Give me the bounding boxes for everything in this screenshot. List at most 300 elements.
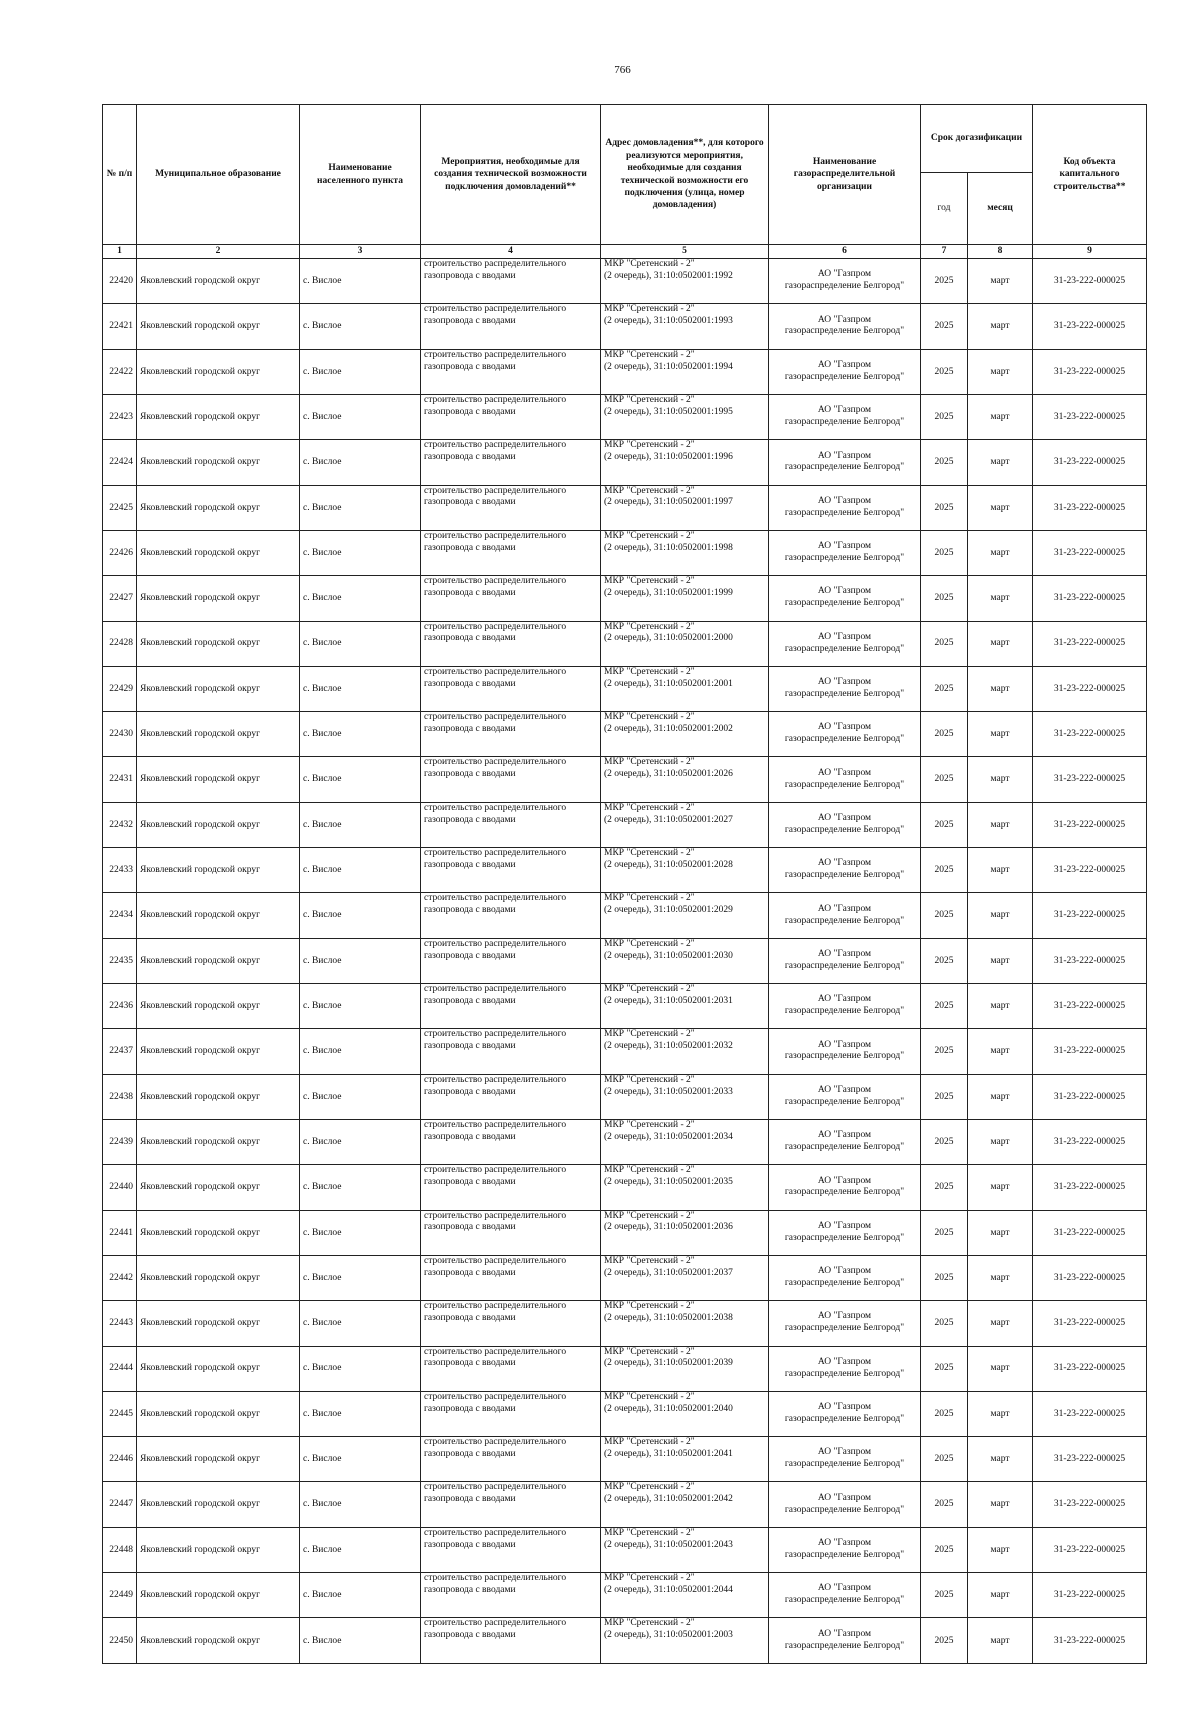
activity-line: газопровода с вводами	[424, 361, 516, 372]
org-cell	[769, 984, 921, 1029]
month-cell: март	[968, 802, 1033, 847]
table-row	[103, 485, 1147, 530]
settlement-cell: с. Вислое	[300, 1029, 421, 1074]
address-line: МКР "Сретенский - 2"	[604, 848, 695, 859]
month-cell: март	[968, 1346, 1033, 1391]
address-line: (2 очередь), 31:10:0502001:2037	[604, 1267, 733, 1278]
address-line: (2 очередь), 31:10:0502001:2000	[604, 633, 733, 644]
address-line: (2 очередь), 31:10:0502001:2003	[604, 1630, 733, 1641]
activity-line: газопровода с вводами	[424, 1222, 516, 1233]
table-row	[103, 1255, 1147, 1300]
activity-cell	[421, 394, 601, 439]
month-cell: март	[968, 1119, 1033, 1164]
month-cell: март	[968, 1482, 1033, 1527]
activity-line: газопровода с вводами	[424, 542, 516, 553]
address-line: (2 очередь), 31:10:0502001:1992	[604, 270, 733, 281]
address-cell	[601, 1437, 769, 1482]
table-row	[103, 938, 1147, 983]
org-cell	[769, 848, 921, 893]
activity-cell	[421, 1119, 601, 1164]
year-cell: 2025	[921, 1482, 968, 1527]
org-line: АО "Газпром	[817, 722, 872, 733]
row-number: 22420	[103, 259, 137, 304]
address-line: (2 очередь), 31:10:0502001:2033	[604, 1086, 733, 1097]
object-code-cell: 31-23-222-000025	[1033, 938, 1147, 983]
year-cell: 2025	[921, 1210, 968, 1255]
table-row	[103, 394, 1147, 439]
year-cell: 2025	[921, 1346, 968, 1391]
row-number: 22441	[103, 1210, 137, 1255]
org-cell	[769, 1119, 921, 1164]
org-line: газораспределение Белгород"	[784, 779, 905, 790]
address-line: МКР "Сретенский - 2"	[604, 1482, 695, 1493]
row-number: 22447	[103, 1482, 137, 1527]
municipality-cell: Яковлевский городской округ	[137, 304, 300, 349]
municipality-cell: Яковлевский городской округ	[137, 712, 300, 757]
activity-line: газопровода с вводами	[424, 1584, 516, 1595]
activity-line: газопровода с вводами	[424, 995, 516, 1006]
municipality-cell: Яковлевский городской округ	[137, 938, 300, 983]
activity-cell	[421, 1165, 601, 1210]
activity-cell	[421, 1482, 601, 1527]
org-line: АО "Газпром	[817, 1447, 872, 1458]
org-line: газораспределение Белгород"	[784, 1595, 905, 1606]
settlement-cell: с. Вислое	[300, 304, 421, 349]
org-cell	[769, 666, 921, 711]
address-line: МКР "Сретенский - 2"	[604, 1255, 695, 1266]
column-number: 7	[921, 245, 968, 259]
header-num: № п/п	[103, 105, 137, 245]
header-settlement: Наименование населенного пункта	[300, 105, 421, 245]
activity-cell	[421, 1437, 601, 1482]
table-row	[103, 349, 1147, 394]
org-line: газораспределение Белгород"	[784, 1278, 905, 1289]
settlement-cell: с. Вислое	[300, 440, 421, 485]
activity-cell	[421, 576, 601, 621]
row-number: 22433	[103, 848, 137, 893]
org-line: газораспределение Белгород"	[784, 507, 905, 518]
municipality-cell: Яковлевский городской округ	[137, 1482, 300, 1527]
address-line: (2 очередь), 31:10:0502001:2030	[604, 950, 733, 961]
address-line: (2 очередь), 31:10:0502001:2039	[604, 1358, 733, 1369]
municipality-cell: Яковлевский городской округ	[137, 530, 300, 575]
municipality-cell: Яковлевский городской округ	[137, 757, 300, 802]
activity-line: газопровода с вводами	[424, 1358, 516, 1369]
municipality-cell: Яковлевский городской округ	[137, 1618, 300, 1664]
month-cell: март	[968, 712, 1033, 757]
month-cell: март	[968, 621, 1033, 666]
activity-line: строительство распределительного	[424, 304, 567, 315]
table-row	[103, 440, 1147, 485]
org-cell	[769, 1210, 921, 1255]
table-row	[103, 1074, 1147, 1119]
org-line: газораспределение Белгород"	[784, 915, 905, 926]
month-cell: март	[968, 1301, 1033, 1346]
activity-line: газопровода с вводами	[424, 316, 516, 327]
row-number: 22445	[103, 1391, 137, 1436]
org-cell	[769, 1346, 921, 1391]
month-cell: март	[968, 1165, 1033, 1210]
year-cell: 2025	[921, 259, 968, 304]
org-cell	[769, 1391, 921, 1436]
header-municipality: Муниципальное образование	[137, 105, 300, 245]
address-line: МКР "Сретенский - 2"	[604, 1391, 695, 1402]
org-cell	[769, 304, 921, 349]
address-line: (2 очередь), 31:10:0502001:2002	[604, 724, 733, 734]
object-code-cell: 31-23-222-000025	[1033, 848, 1147, 893]
activity-line: газопровода с вводами	[424, 497, 516, 508]
column-number: 2	[137, 245, 300, 259]
org-line: газораспределение Белгород"	[784, 281, 905, 292]
settlement-cell: с. Вислое	[300, 1482, 421, 1527]
org-line: газораспределение Белгород"	[784, 462, 905, 473]
month-cell: март	[968, 1618, 1033, 1664]
year-cell: 2025	[921, 440, 968, 485]
settlement-cell: с. Вислое	[300, 530, 421, 575]
activity-line: строительство распределительного	[424, 1255, 567, 1266]
activity-line: газопровода с вводами	[424, 905, 516, 916]
month-cell: март	[968, 757, 1033, 802]
month-cell: март	[968, 1210, 1033, 1255]
row-number: 22423	[103, 394, 137, 439]
gasification-table	[102, 104, 1147, 1664]
table-row	[103, 1029, 1147, 1074]
org-line: газораспределение Белгород"	[784, 1459, 905, 1470]
org-cell	[769, 485, 921, 530]
month-cell: март	[968, 1255, 1033, 1300]
object-code-cell: 31-23-222-000025	[1033, 1029, 1147, 1074]
address-line: (2 очередь), 31:10:0502001:2042	[604, 1494, 733, 1505]
settlement-cell: с. Вислое	[300, 1346, 421, 1391]
address-line: МКР "Сретенский - 2"	[604, 530, 695, 541]
year-cell: 2025	[921, 984, 968, 1029]
activity-line: строительство распределительного	[424, 349, 567, 360]
year-cell: 2025	[921, 1255, 968, 1300]
org-line: газораспределение Белгород"	[784, 1187, 905, 1198]
org-cell	[769, 349, 921, 394]
settlement-cell: с. Вислое	[300, 1527, 421, 1572]
org-line: АО "Газпром	[817, 1084, 872, 1095]
table-row	[103, 1119, 1147, 1164]
table-row	[103, 802, 1147, 847]
address-line: (2 очередь), 31:10:0502001:2026	[604, 769, 733, 780]
activity-line: газопровода с вводами	[424, 814, 516, 825]
org-line: АО "Газпром	[817, 1220, 872, 1231]
year-cell: 2025	[921, 802, 968, 847]
activity-line: газопровода с вводами	[424, 270, 516, 281]
org-cell	[769, 1165, 921, 1210]
org-cell	[769, 1527, 921, 1572]
org-cell	[769, 1437, 921, 1482]
activity-cell	[421, 1391, 601, 1436]
org-line: АО "Газпром	[817, 994, 872, 1005]
address-line: (2 очередь), 31:10:0502001:1996	[604, 452, 733, 463]
municipality-cell: Яковлевский городской округ	[137, 440, 300, 485]
row-number: 22450	[103, 1618, 137, 1664]
activity-line: строительство распределительного	[424, 259, 567, 269]
settlement-cell: с. Вислое	[300, 712, 421, 757]
org-line: АО "Газпром	[817, 1039, 872, 1050]
activity-cell	[421, 304, 601, 349]
municipality-cell: Яковлевский городской округ	[137, 666, 300, 711]
activity-cell	[421, 1573, 601, 1618]
address-cell	[601, 848, 769, 893]
address-cell	[601, 1119, 769, 1164]
org-cell	[769, 530, 921, 575]
settlement-cell: с. Вислое	[300, 621, 421, 666]
month-cell: март	[968, 1074, 1033, 1119]
month-cell: март	[968, 485, 1033, 530]
org-line: газораспределение Белгород"	[784, 417, 905, 428]
table-row	[103, 621, 1147, 666]
activity-cell	[421, 1618, 601, 1664]
header-activities: Мероприятия, необходимые для создания технической возможности подключения домовладений**	[421, 105, 601, 245]
address-cell	[601, 1391, 769, 1436]
activity-cell	[421, 1255, 601, 1300]
address-line: МКР "Сретенский - 2"	[604, 1527, 695, 1538]
object-code-cell: 31-23-222-000025	[1033, 1346, 1147, 1391]
org-line: АО "Газпром	[817, 677, 872, 688]
year-cell: 2025	[921, 349, 968, 394]
settlement-cell: с. Вислое	[300, 485, 421, 530]
object-code-cell: 31-23-222-000025	[1033, 1255, 1147, 1300]
address-cell	[601, 1210, 769, 1255]
address-line: МКР "Сретенский - 2"	[604, 304, 695, 315]
object-code-cell: 31-23-222-000025	[1033, 1165, 1147, 1210]
activity-cell	[421, 802, 601, 847]
org-line: газораспределение Белгород"	[784, 1323, 905, 1334]
address-cell	[601, 485, 769, 530]
municipality-cell: Яковлевский городской округ	[137, 1074, 300, 1119]
year-cell: 2025	[921, 1029, 968, 1074]
activity-cell	[421, 530, 601, 575]
org-line: газораспределение Белгород"	[784, 371, 905, 382]
address-line: МКР "Сретенский - 2"	[604, 485, 695, 496]
year-cell: 2025	[921, 530, 968, 575]
year-cell: 2025	[921, 938, 968, 983]
column-number: 9	[1033, 245, 1147, 259]
activity-line: строительство распределительного	[424, 576, 567, 587]
org-line: газораспределение Белгород"	[784, 1232, 905, 1243]
activity-line: строительство распределительного	[424, 394, 567, 405]
settlement-cell: с. Вислое	[300, 984, 421, 1029]
month-cell: март	[968, 893, 1033, 938]
row-number: 22449	[103, 1573, 137, 1618]
object-code-cell: 31-23-222-000025	[1033, 621, 1147, 666]
object-code-cell: 31-23-222-000025	[1033, 1301, 1147, 1346]
municipality-cell: Яковлевский городской округ	[137, 1255, 300, 1300]
table-row	[103, 1527, 1147, 1572]
settlement-cell: с. Вислое	[300, 938, 421, 983]
org-line: газораспределение Белгород"	[784, 1368, 905, 1379]
address-line: МКР "Сретенский - 2"	[604, 712, 695, 723]
address-line: МКР "Сретенский - 2"	[604, 440, 695, 451]
activity-cell	[421, 349, 601, 394]
object-code-cell: 31-23-222-000025	[1033, 304, 1147, 349]
address-cell	[601, 1482, 769, 1527]
header-address: Адрес домовладения**, для которого реализуются мероприятия, необходимые для создания технической возможности его подключения (улица, номер домовладения)	[601, 105, 769, 245]
table-header	[103, 105, 1147, 259]
address-line: МКР "Сретенский - 2"	[604, 1346, 695, 1357]
activity-line: строительство распределительного	[424, 485, 567, 496]
org-line: газораспределение Белгород"	[784, 1640, 905, 1651]
row-number: 22443	[103, 1301, 137, 1346]
activity-line: строительство распределительного	[424, 621, 567, 632]
activity-line: строительство распределительного	[424, 984, 567, 994]
address-line: МКР "Сретенский - 2"	[604, 802, 695, 813]
object-code-cell: 31-23-222-000025	[1033, 1210, 1147, 1255]
municipality-cell: Яковлевский городской округ	[137, 1119, 300, 1164]
settlement-cell: с. Вислое	[300, 1618, 421, 1664]
row-number: 22429	[103, 666, 137, 711]
municipality-cell: Яковлевский городской округ	[137, 1527, 300, 1572]
row-number: 22437	[103, 1029, 137, 1074]
address-line: МКР "Сретенский - 2"	[604, 938, 695, 949]
activity-line: строительство распределительного	[424, 1119, 567, 1130]
activity-line: строительство распределительного	[424, 1301, 567, 1312]
address-line: МКР "Сретенский - 2"	[604, 621, 695, 632]
month-cell: март	[968, 1391, 1033, 1436]
org-line: АО "Газпром	[817, 1311, 872, 1322]
activity-line: строительство распределительного	[424, 1573, 567, 1584]
address-line: (2 очередь), 31:10:0502001:1998	[604, 542, 733, 553]
org-cell	[769, 938, 921, 983]
org-line: АО "Газпром	[817, 495, 872, 506]
org-line: газораспределение Белгород"	[784, 1142, 905, 1153]
activity-line: газопровода с вводами	[424, 859, 516, 870]
municipality-cell: Яковлевский городской округ	[137, 349, 300, 394]
address-line: (2 очередь), 31:10:0502001:2041	[604, 1449, 733, 1459]
object-code-cell: 31-23-222-000025	[1033, 1119, 1147, 1164]
address-line: МКР "Сретенский - 2"	[604, 576, 695, 587]
header-deadline: Срок догазификации	[921, 105, 1033, 173]
month-cell: март	[968, 394, 1033, 439]
org-line: газораспределение Белгород"	[784, 824, 905, 835]
address-line: МКР "Сретенский - 2"	[604, 1437, 695, 1448]
activity-line: газопровода с вводами	[424, 452, 516, 463]
org-line: АО "Газпром	[817, 1492, 872, 1503]
year-cell: 2025	[921, 712, 968, 757]
table-row	[103, 1573, 1147, 1618]
org-cell	[769, 394, 921, 439]
org-line: газораспределение Белгород"	[784, 960, 905, 971]
activity-line: строительство распределительного	[424, 440, 567, 451]
address-cell	[601, 666, 769, 711]
year-cell: 2025	[921, 1437, 968, 1482]
org-line: АО "Газпром	[817, 767, 872, 778]
activity-cell	[421, 712, 601, 757]
month-cell: март	[968, 440, 1033, 485]
org-line: АО "Газпром	[817, 1130, 872, 1141]
object-code-cell: 31-23-222-000025	[1033, 1527, 1147, 1572]
header-month: месяц	[968, 173, 1033, 245]
org-line: газораспределение Белгород"	[784, 643, 905, 654]
table-row	[103, 1437, 1147, 1482]
org-cell	[769, 576, 921, 621]
column-number: 6	[769, 245, 921, 259]
municipality-cell: Яковлевский городской округ	[137, 848, 300, 893]
activity-cell	[421, 621, 601, 666]
object-code-cell: 31-23-222-000025	[1033, 1437, 1147, 1482]
table-row	[103, 848, 1147, 893]
org-line: АО "Газпром	[817, 1583, 872, 1594]
activity-cell	[421, 938, 601, 983]
org-cell	[769, 440, 921, 485]
org-cell	[769, 1301, 921, 1346]
municipality-cell: Яковлевский городской округ	[137, 259, 300, 304]
activity-line: газопровода с вводами	[424, 950, 516, 961]
address-cell	[601, 1165, 769, 1210]
address-line: МКР "Сретенский - 2"	[604, 394, 695, 405]
object-code-cell: 31-23-222-000025	[1033, 485, 1147, 530]
activity-line: газопровода с вводами	[424, 633, 516, 644]
object-code-cell: 31-23-222-000025	[1033, 802, 1147, 847]
settlement-cell: с. Вислое	[300, 757, 421, 802]
activity-cell	[421, 259, 601, 304]
year-cell: 2025	[921, 1119, 968, 1164]
address-cell	[601, 712, 769, 757]
object-code-cell: 31-23-222-000025	[1033, 666, 1147, 711]
object-code-cell: 31-23-222-000025	[1033, 1573, 1147, 1618]
address-line: (2 очередь), 31:10:0502001:2029	[604, 905, 733, 916]
activity-line: строительство распределительного	[424, 1437, 567, 1448]
address-line: МКР "Сретенский - 2"	[604, 349, 695, 360]
org-line: АО "Газпром	[817, 1402, 872, 1413]
object-code-cell: 31-23-222-000025	[1033, 530, 1147, 575]
year-cell: 2025	[921, 1527, 968, 1572]
activity-cell	[421, 1029, 601, 1074]
org-line: АО "Газпром	[817, 813, 872, 824]
org-line: АО "Газпром	[817, 1356, 872, 1367]
org-cell	[769, 757, 921, 802]
row-number: 22428	[103, 621, 137, 666]
table-row	[103, 1391, 1147, 1436]
address-line: (2 очередь), 31:10:0502001:2027	[604, 814, 733, 825]
table-row	[103, 1210, 1147, 1255]
year-cell: 2025	[921, 1301, 968, 1346]
address-line: (2 очередь), 31:10:0502001:2001	[604, 678, 733, 689]
address-cell	[601, 893, 769, 938]
row-number: 22430	[103, 712, 137, 757]
activity-line: строительство распределительного	[424, 802, 567, 813]
column-number: 1	[103, 245, 137, 259]
municipality-cell: Яковлевский городской округ	[137, 1029, 300, 1074]
address-line: (2 очередь), 31:10:0502001:2031	[604, 995, 733, 1006]
address-line: МКР "Сретенский - 2"	[604, 757, 695, 768]
activity-line: строительство распределительного	[424, 1346, 567, 1357]
settlement-cell: с. Вислое	[300, 1573, 421, 1618]
address-cell	[601, 259, 769, 304]
year-cell: 2025	[921, 621, 968, 666]
activity-cell	[421, 757, 601, 802]
activity-line: газопровода с вводами	[424, 1494, 516, 1505]
activity-cell	[421, 440, 601, 485]
month-cell: март	[968, 1437, 1033, 1482]
activity-cell	[421, 848, 601, 893]
org-line: АО "Газпром	[817, 948, 872, 959]
month-cell: март	[968, 984, 1033, 1029]
address-line: (2 очередь), 31:10:0502001:2035	[604, 1177, 733, 1188]
year-cell: 2025	[921, 1618, 968, 1664]
address-line: (2 очередь), 31:10:0502001:2036	[604, 1222, 733, 1233]
row-number: 22439	[103, 1119, 137, 1164]
org-line: АО "Газпром	[817, 269, 872, 280]
org-cell	[769, 1255, 921, 1300]
address-line: (2 очередь), 31:10:0502001:2028	[604, 859, 733, 870]
activity-line: строительство распределительного	[424, 757, 567, 768]
activity-line: газопровода с вводами	[424, 1086, 516, 1097]
table-row	[103, 1346, 1147, 1391]
